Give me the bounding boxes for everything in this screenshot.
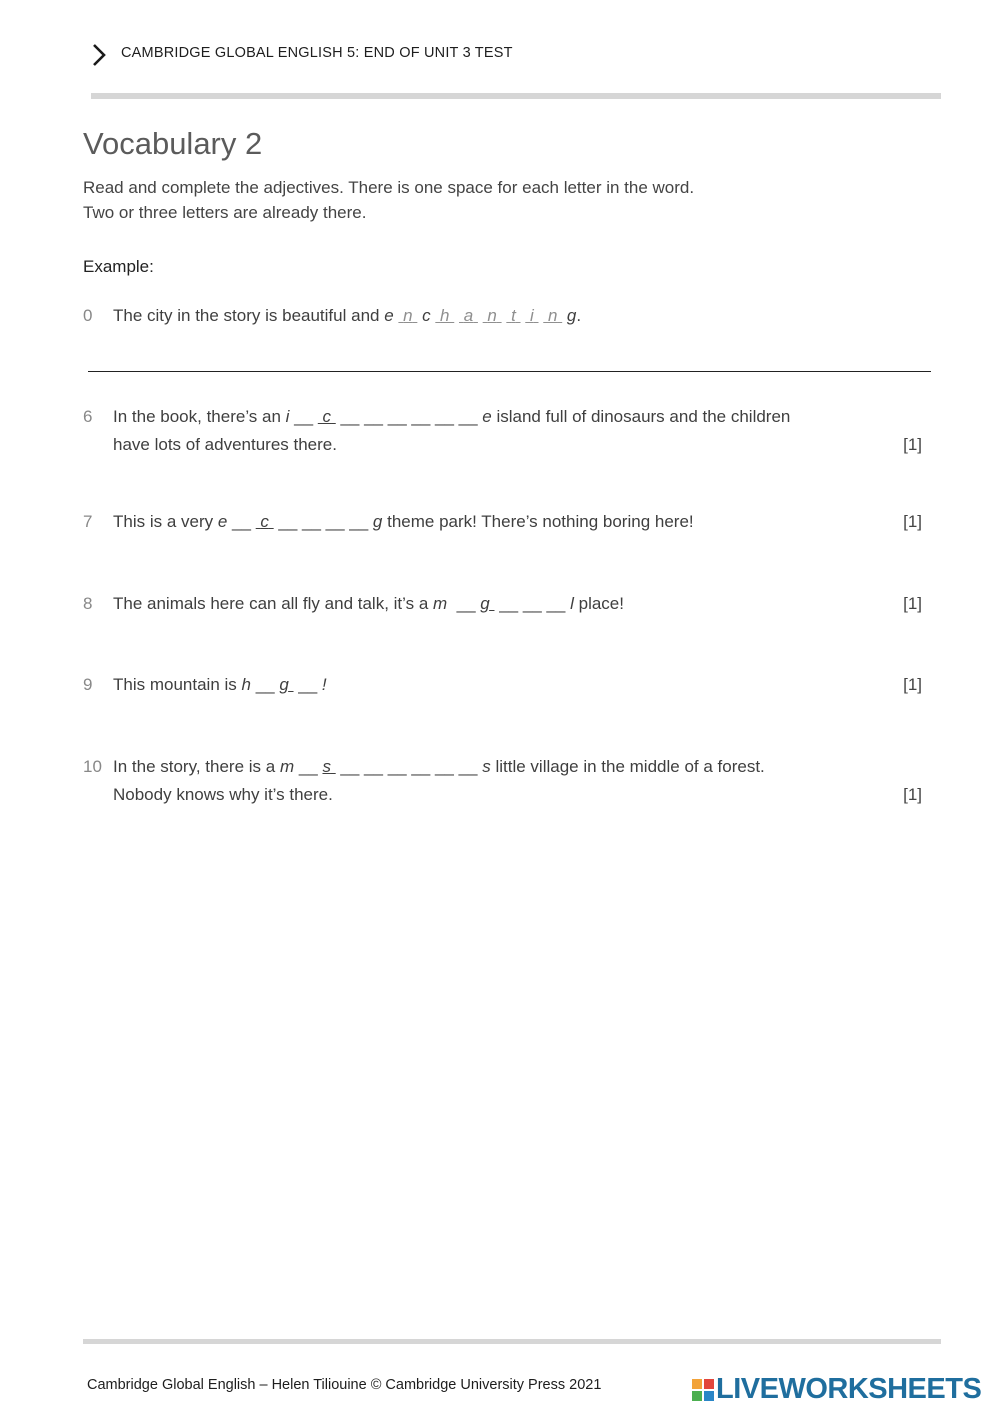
first-letter: m: [279, 757, 295, 776]
question-mark: [1]: [903, 594, 922, 613]
question-line-2: have lots of adventures there.: [113, 435, 337, 454]
question-mark: [1]: [903, 785, 922, 804]
question-mark: [1]: [903, 675, 922, 694]
instruction-line-2: Two or three letters are already there.: [83, 203, 367, 222]
question-number: 6: [83, 407, 93, 426]
given-letter: s: [322, 757, 331, 776]
question-number: 10: [83, 757, 102, 776]
chevron-right-icon: [88, 42, 110, 68]
first-letter: i: [285, 407, 290, 426]
example-letter: n: [547, 306, 558, 325]
question-line: In the story, there is a m __ s __ __ __ __ __ __ s little village in the middle of a forest.: [113, 757, 765, 776]
example-separator: [88, 371, 931, 372]
question-line-2: Nobody knows why it’s there.: [113, 785, 333, 804]
header-title: CAMBRIDGE GLOBAL ENGLISH 5: END OF UNIT 3 TEST: [121, 45, 513, 61]
given-letter: c: [322, 407, 332, 426]
example-label: Example:: [83, 257, 154, 276]
last-letter: s: [482, 757, 491, 776]
footer-divider: [83, 1339, 941, 1344]
last-letter: l: [570, 594, 574, 613]
question-number: 8: [83, 594, 93, 613]
first-letter: h: [241, 675, 251, 694]
example-letter: t: [511, 306, 516, 325]
header-divider: [91, 93, 941, 99]
example-text: The city in the story is beautiful and: [113, 306, 385, 325]
example-last-letter: g: [566, 306, 577, 325]
given-letter: c: [260, 512, 269, 531]
example-letter: h: [440, 306, 450, 325]
example-letter: n: [403, 306, 413, 325]
last-letter: !: [321, 675, 327, 694]
question-line: The animals here can all fly and talk, it’s a m __ g __ __ __ l place!: [113, 594, 624, 613]
example-letter: n: [487, 306, 497, 325]
given-letter: g: [480, 594, 490, 613]
question-mark: [1]: [903, 435, 922, 454]
instruction-line-1: Read and complete the adjectives. There is one space for each letter in the word.: [83, 178, 695, 197]
example-letter: i: [530, 306, 534, 325]
question-number: 9: [83, 675, 93, 694]
question-number: 7: [83, 512, 93, 531]
question-line: This mountain is h __ g __ !: [113, 675, 327, 694]
example-first-letter: e: [384, 306, 394, 325]
question-line: In the book, there’s an i __ c __ __ __ __ __ __ e island full of dinosaurs and the children: [113, 407, 791, 426]
example-given-letter: c: [422, 306, 431, 325]
first-letter: e: [217, 512, 228, 531]
logo-squares-icon: [692, 1379, 714, 1401]
logo-text: LIVEWORKSHEETS: [716, 1373, 982, 1405]
example-letter: a: [463, 306, 474, 325]
last-letter: e: [482, 407, 492, 426]
footer-credit: Cambridge Global English – Helen Tiliouine © Cambridge University Press 2021: [87, 1377, 602, 1393]
question-line: This is a very e __ c __ __ __ __ g theme park! There’s nothing boring here!: [113, 512, 694, 531]
example-number: 0: [83, 306, 93, 325]
section-title: Vocabulary 2: [83, 126, 263, 161]
given-letter: g: [279, 675, 289, 694]
example-sentence: The city in the story is beautiful and e n c h a n t i n g.: [113, 306, 582, 325]
last-letter: g: [372, 512, 383, 531]
question-mark: [1]: [903, 512, 922, 531]
first-letter: m: [433, 594, 448, 613]
